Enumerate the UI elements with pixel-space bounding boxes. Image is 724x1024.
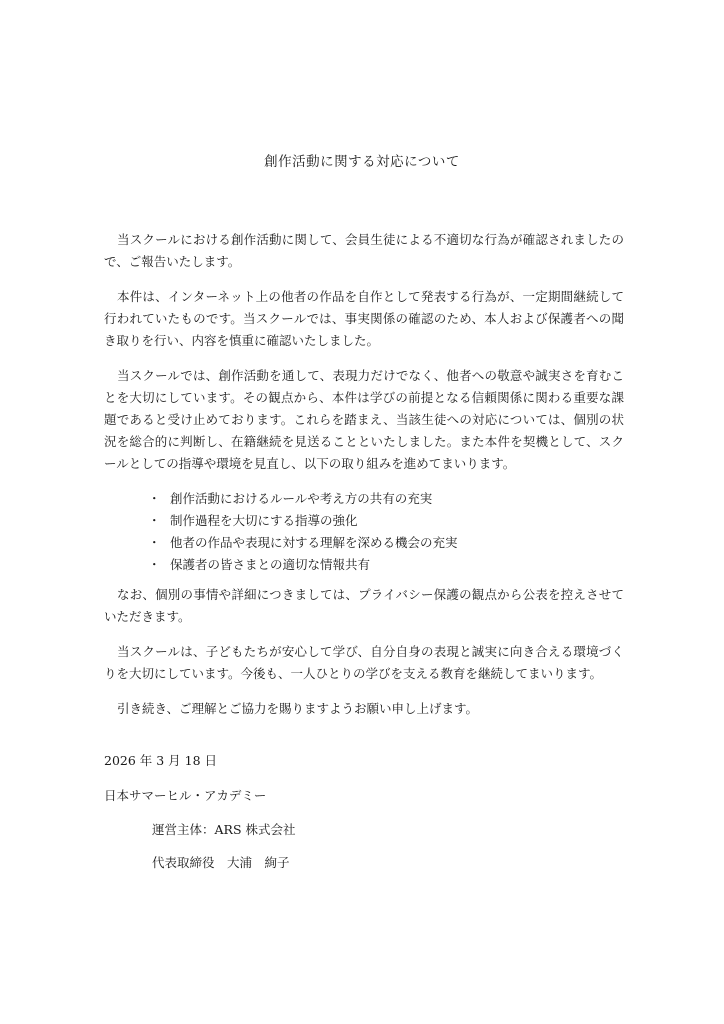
bullet-mark: ・ (148, 491, 161, 506)
document-title: 創作活動に関する対応について (264, 154, 460, 170)
list-item-text: 他者の作品や表現に対する理解を深める機会の充実 (170, 535, 458, 550)
bullet-mark: ・ (148, 513, 161, 528)
list-item-text: 制作過程を大切にする指導の強化 (170, 513, 358, 528)
paragraph: 当スクールは、子どもたちが安心して学び、自分自身の表現と誠実に向き合える環境づくりを大切にしています。今後も、一人ひとりの学びを支える教育を継続してまいります。 (104, 644, 624, 681)
list-item (148, 554, 624, 576)
organization-name: 日本サマーヒル・アカデミー (104, 788, 267, 803)
list-item (148, 488, 624, 510)
document-body (104, 229, 624, 733)
bullet-mark: ・ (148, 557, 161, 572)
paragraph: 引き続き、ご理解とご協力を賜りますようお願い申し上げます。 (117, 701, 479, 716)
operator-name: 運営主体：ARS 株式会社 (152, 822, 296, 837)
representative-name: 代表取締役 大浦 絢子 (152, 855, 290, 870)
issue-date: 2026 年 3 月 18 日 (104, 753, 218, 768)
list-item-text: 保護者の皆さまとの適切な情報共有 (170, 557, 371, 572)
paragraph: 当スクールでは、創作活動を通して、表現力だけでなく、他者への敬意や誠実さを育むことを大切にしています。その観点から、本件は学びの前提となる信頼関係に関わる重要な課題であると受け止めております。これらを踏まえ、当該生徒への対応については、個別の状況を総合的に判断し、在籍継続を見送ることといたしました。また本件を契機として、スクールとしての指導や環境を見直し、以下の取り組みを進めてまいります。 (104, 368, 624, 471)
list-item (148, 532, 624, 554)
paragraph: 本件は、インターネット上の他者の作品を自作として発表する行為が、一定期間継続して行われていたものです。当スクールでは、事実関係の確認のため、本人および保護者への聞き取りを行い、内容を慎重に確認いたしました。 (104, 289, 624, 348)
bullet-mark: ・ (148, 535, 161, 550)
list-item (148, 510, 624, 532)
paragraph: なお、個別の事情や詳細につきましては、プライバシー保護の観点から公表を控えさせていただきます。 (104, 587, 624, 624)
list-item-text: 創作活動におけるルールや考え方の共有の充実 (170, 491, 433, 506)
measures-list (104, 488, 624, 576)
paragraph: 当スクールにおける創作活動に関して、会員生徒による不適切な行為が確認されましたので、ご報告いたします。 (104, 232, 624, 269)
